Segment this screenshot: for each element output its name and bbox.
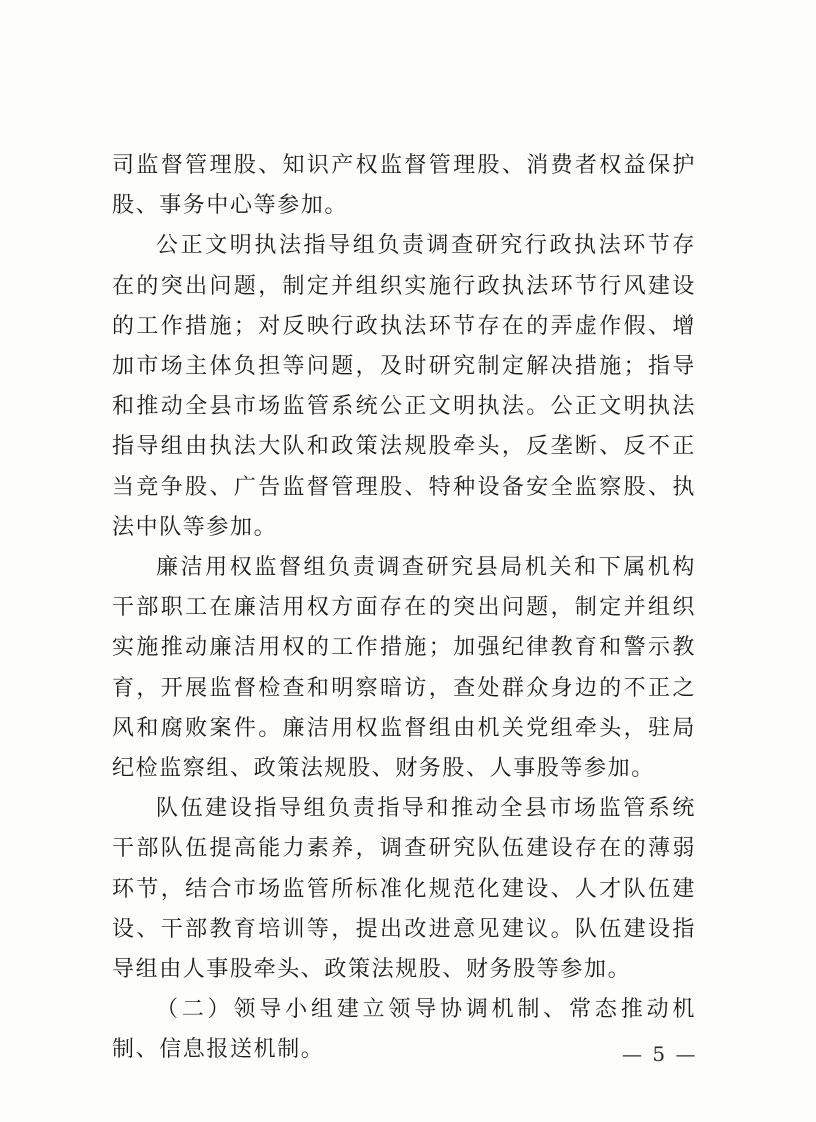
paragraph-continuation: 司监督管理股、知识产权监督管理股、消费者权益保护股、事务中心等参加。 <box>112 153 696 219</box>
document-body <box>112 146 696 1071</box>
paragraph-mechanisms: （二）领导小组建立领导协调机制、常态推动机制、信息报送机制。 <box>112 997 696 1063</box>
paragraph-team-building-group: 队伍建设指导组负责指导和推动全县市场监管系统干部队伍提高能力素养，调查研究队伍建设存在的薄弱环节，结合市场监管所标准化规范化建设、人才队伍建设、干部教育培训等，提出改进意见建议。队伍建设指导组由人事股牵头、政策法规股、财务股等参加。 <box>112 796 696 983</box>
paragraph-integrity-supervision-group: 廉洁用权监督组负责调查研究县局机关和下属机构干部职工在廉洁用权方面存在的突出问题，制定并组织实施推动廉洁用权的工作措施；加强纪律教育和警示教育，开展监督检查和明察暗访，查处群众身边的不正之风和腐败案件。廉洁用权监督组由机关党组牵头，驻局纪检监察组、政策法规股、财务股、人事股等参加。 <box>112 555 696 782</box>
page-number: — 5 — <box>622 1042 698 1066</box>
paragraph-law-enforcement-group: 公正文明执法指导组负责调查研究行政执法环节存在的突出问题，制定并组织实施行政执法环节行风建设的工作措施；对反映行政执法环节存在的弄虚作假、增加市场主体负担等问题，及时研究制定解决措施；指导和推动全县市场监管系统公正文明执法。公正文明执法指导组由执法大队和政策法规股牵头，反垄断、反不正当竞争股、广告监督管理股、特种设备安全监察股、执法中队等参加。 <box>112 233 696 540</box>
